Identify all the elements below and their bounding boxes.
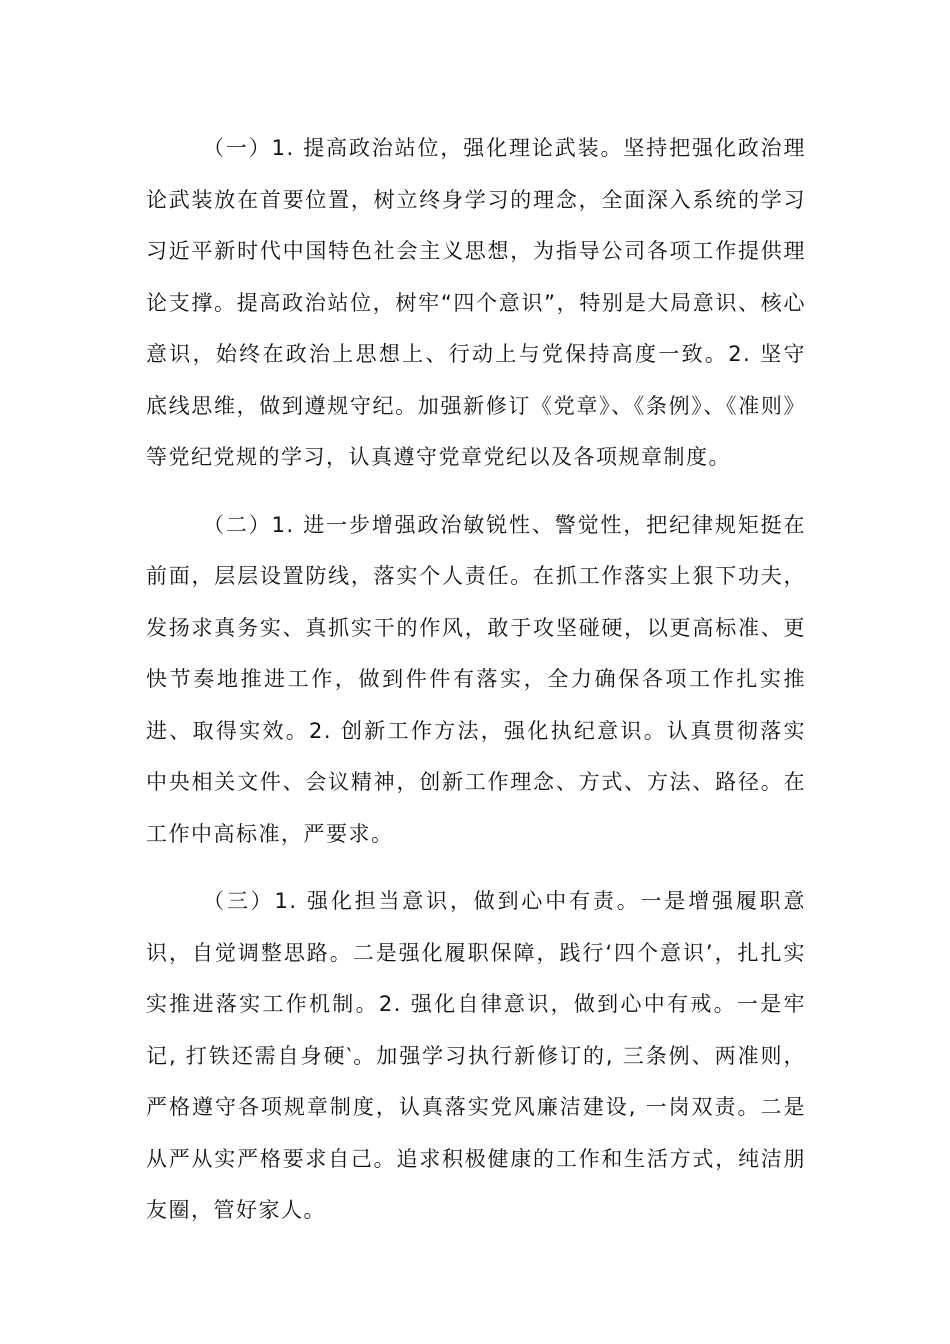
paragraph-section-1: （一）1. 提高政治站位，强化理论武装。坚持把强化政治理论武装放在首要位置，树立终身学习的理念，全面深入系统的学习习近平新时代中国特色社会主义思想，为指导公司各项工作提供理论支撑。提高政治站位，树牢“四个意识”，特别是大局意识、核心意识，始终在政治上思想上、行动上与党保持高度一致。2. 坚守底线思维，做到遵规守纪。加强新修订《党章》、《条例》、《准则》等党纪党规的学习，认真遵守党章党纪以及各项规章制度。 [146,136,806,469]
paragraph-section-2: （二）1. 进一步增强政治敏锐性、警觉性，把纪律规矩挺在前面，层层设置防线，落实个人责任。在抓工作落实上狠下功夫，发扬求真务实、真抓实干的作风，敢于攻坚碰硬，以更高标准、更快节奏地推进工作，做到件件有落实，全力确保各项工作扎实推进、取得实效。2. 创新工作方法，强化执纪意识。认真贯彻落实中央相关文件、会议精神，创新工作理念、方式、方法、路径。在工作中高标准，严要求。 [146,512,806,846]
document-body [146,123,806,1237]
paragraph-section-3: （三）1. 强化担当意识，做到心中有责。一是增强履职意识，自觉调整思路。二是强化履职保障，践行‘四个意识’，扎扎实实推进落实工作机制。2. 强化自律意识，做到心中有戒。一是牢记, 打铁还需自身硬‵。加强学习执行新修订的, 三条例、两准则，严格遵守各项规章制度，认真落实党风廉洁建设, 一岗双责。二是从严从实严格要求自己。追求积极健康的工作和生活方式，纯洁朋友圈，管好家人。 [146,889,806,1222]
